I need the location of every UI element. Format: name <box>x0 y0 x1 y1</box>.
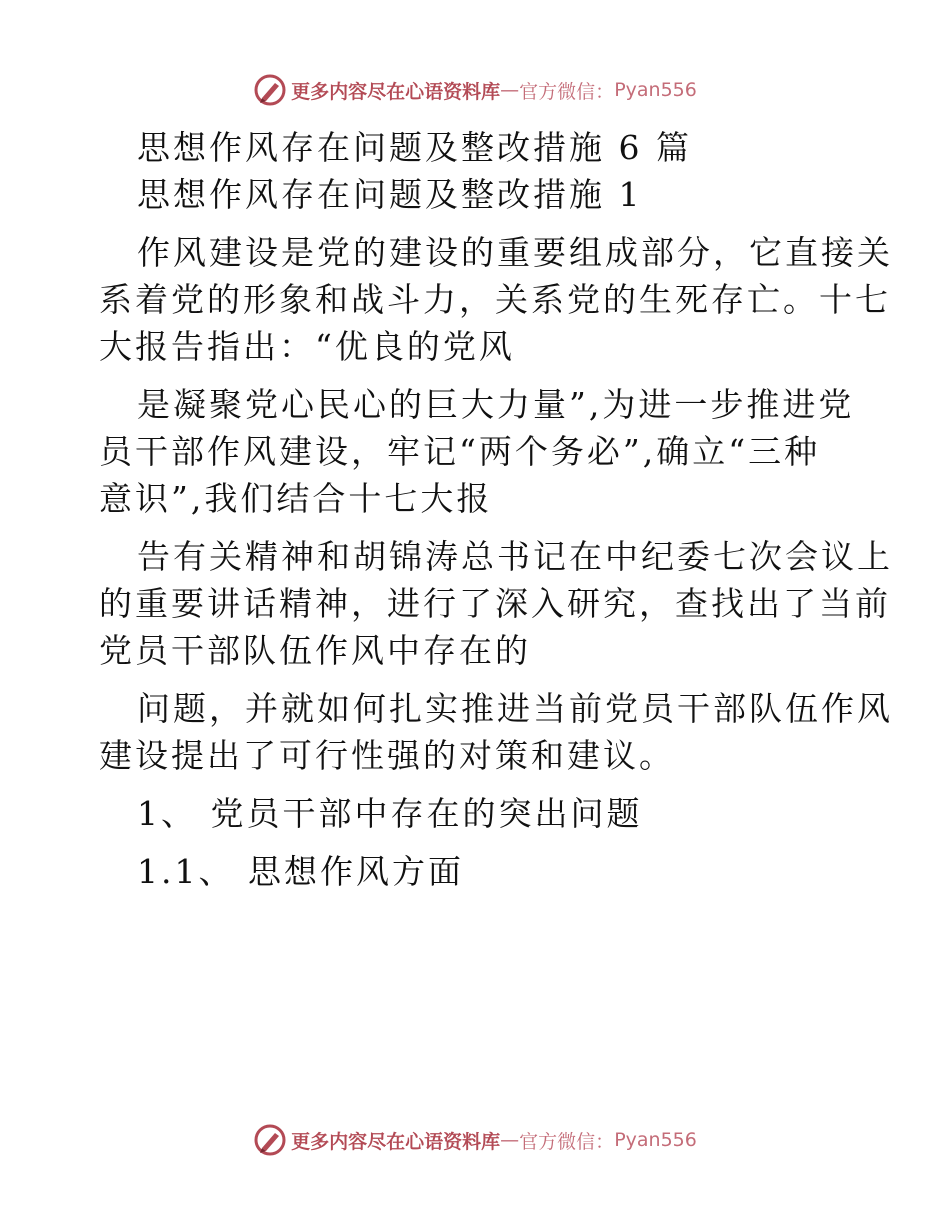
document-title: 思想作风存在问题及整改措施 6 篇 <box>137 128 692 167</box>
paragraph-line: 问题，并就如何扎实推进当前党员干部队伍作风 <box>137 689 893 728</box>
document-subtitle: 思想作风存在问题及整改措施 1 <box>137 175 643 214</box>
footer-watermark-banner <box>0 1120 950 1160</box>
watermark-wechat-id: Pyan556 <box>614 1129 697 1151</box>
paragraph-line: 告有关精神和胡锦涛总书记在中纪委七次会议上 <box>137 537 893 576</box>
paragraph-line: 建设提出了可行性强的对策和建议。 <box>99 736 675 775</box>
document-body <box>99 124 893 895</box>
watermark-site-text: 更多内容尽在心语资料库 <box>291 80 501 103</box>
watermark-site-text: 更多内容尽在心语资料库 <box>291 1130 501 1153</box>
paragraph-1 <box>99 229 893 370</box>
watermark-wechat-label: 官方微信： <box>519 1130 615 1153</box>
paragraph-line: 系着党的形象和战斗力，关系党的生死存亡。十七 <box>99 280 891 319</box>
paragraph-2 <box>99 381 859 522</box>
pen-logo-icon <box>253 73 287 107</box>
section-heading-1-1: 1.1、 思想作风方面 <box>137 852 464 891</box>
paragraph-line: 党员干部队伍作风中存在的 <box>99 631 531 670</box>
paragraph-line: 的重要讲话精神，进行了深入研究，查找出了当前 <box>99 584 891 623</box>
paragraph-3 <box>99 533 893 674</box>
paragraph-line: 意识”,我们结合十七大报 <box>99 479 493 518</box>
watermark-wechat-id: Pyan556 <box>614 79 697 101</box>
paragraph-line: 员干部作风建设，牢记“两个务必”,确立“三种 <box>99 432 821 471</box>
watermark-dash: — <box>500 79 520 101</box>
section-heading-1: 1、 党员干部中存在的突出问题 <box>137 794 643 833</box>
paragraph-line: 是凝聚党心民心的巨大力量”,为进一步推进党 <box>137 385 855 424</box>
paragraph-4 <box>99 685 893 779</box>
paragraph-line: 大报告指出：“优良的党风 <box>99 327 515 366</box>
header-watermark-banner <box>0 70 950 110</box>
watermark-wechat-label: 官方微信： <box>519 80 615 103</box>
watermark-dash: — <box>500 1129 520 1151</box>
paragraph-line: 作风建设是党的建设的重要组成部分，它直接关 <box>137 233 893 272</box>
pen-logo-icon <box>253 1123 287 1157</box>
